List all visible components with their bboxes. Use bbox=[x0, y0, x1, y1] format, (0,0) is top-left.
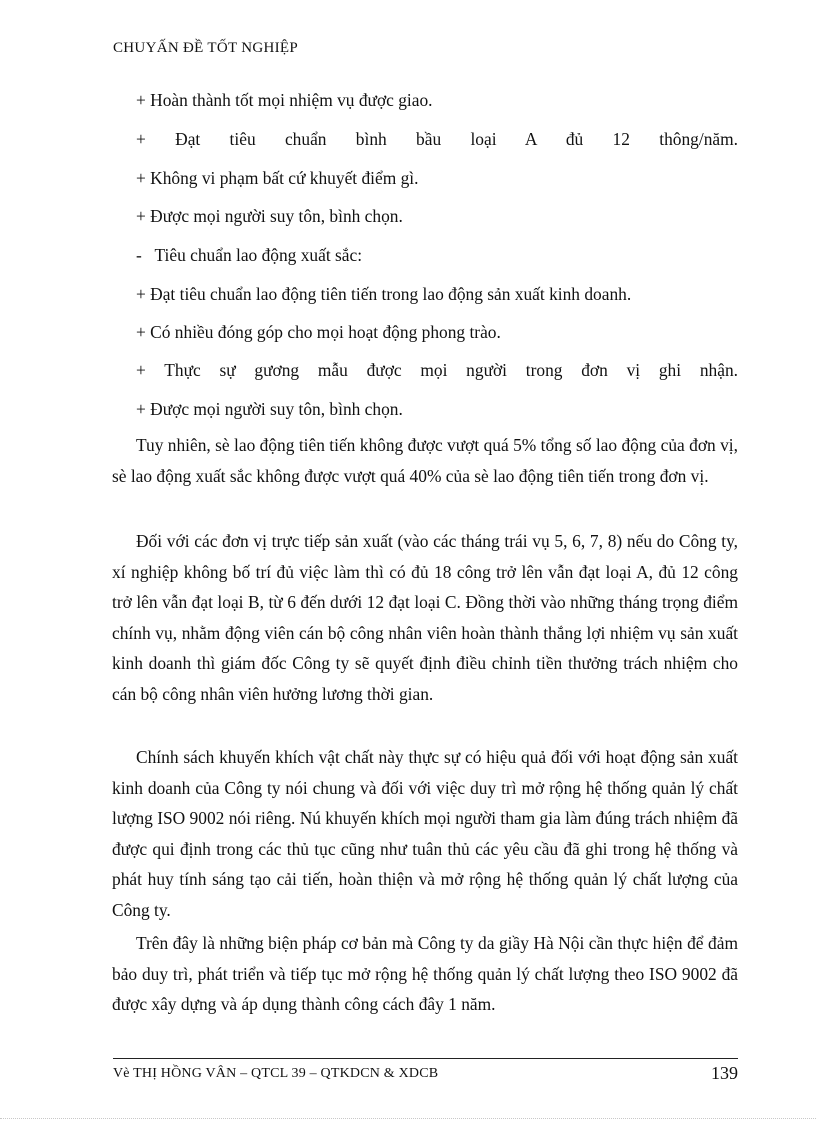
list-item: + Hoàn thành tốt mọi nhiệm vụ được giao. bbox=[136, 90, 433, 110]
paragraph-text: Đối với các đơn vị trực tiếp sản xuất (vào các tháng trái vụ 5, 6, 7, 8) nếu do Công ty, xí nghiệp không bố trí đủ việc làm thì có đủ 18 công trở lên vẫn đạt loại A, đủ 12 công trở lên vẫn đạt loại B, từ 6 đến dưới 12 đạt loại C. Đồng thời vào những tháng trọng điểm chính vụ, nhằm động viên cán bộ công nhân viên hoàn thành thắng lợi nhiệm vụ sản xuất kinh doanh thì giám đốc Công ty sẽ quyết định điều chỉnh tiền thưởng trách nhiệm cho cán bộ công nhân viên hưởng lương thời gian. bbox=[112, 531, 738, 704]
list-item: + Không vi phạm bất cứ khuyết điểm gì. bbox=[136, 168, 419, 188]
paragraph bbox=[112, 526, 738, 709]
paragraph-text: Tuy nhiên, sè lao động tiên tiến không được vượt quá 5% tổng số lao động của đơn vị, sè lao động xuất sắc không được vượt quá 40% của sè lao động tiên tiến trong đơn vị. bbox=[112, 435, 738, 486]
section-heading: - Tiêu chuẩn lao động xuất sắc: bbox=[136, 245, 363, 265]
footer-author: Vè THỊ HỒNG VÂN – QTCL 39 – QTKDCN & XDCB bbox=[113, 1066, 439, 1081]
page-header: CHUYẤN ĐỀ TỐT NGHIỆP bbox=[113, 40, 299, 56]
paragraph bbox=[112, 928, 738, 1020]
paragraph bbox=[112, 430, 738, 491]
list-item: + Đạt tiêu chuẩn bình bầu loại A đủ 12 thông/năm. bbox=[136, 129, 738, 149]
paragraph-text: Chính sách khuyến khích vật chất này thực sự có hiệu quả đối với hoạt động sản xuất kinh doanh của Công ty nói chung và đối với việc duy trì mở rộng hệ thống quản lý chất lượng ISO 9002 nói riêng. Nú khuyến khích mọi người tham gia làm đúng trách nhiệm đã được qui định trong các thủ tục cũng như tuân thủ các yêu cầu đã ghi trong hệ thống và phát huy tính sáng tạo cải tiến, hoàn thiện và mở rộng hệ thống quản lý chất lượng của Công ty. bbox=[112, 747, 739, 920]
list-item: + Được mọi người suy tôn, bình chọn. bbox=[136, 399, 403, 419]
page-bottom-edge bbox=[0, 1118, 816, 1119]
list-item: + Thực sự gương mẫu được mọi người trong đơn vị ghi nhận. bbox=[136, 360, 738, 380]
footer-divider bbox=[113, 1058, 738, 1059]
page-number: 139 bbox=[711, 1063, 738, 1083]
paragraph-text: Trên đây là những biện pháp cơ bản mà Công ty da giầy Hà Nội cần thực hiện để đảm bảo duy trì, phát triển và tiếp tục mở rộng hệ thống quản lý chất lượng theo ISO 9002 đã được xây dựng và áp dụng thành công cách đây 1 năm. bbox=[112, 933, 738, 1014]
paragraph bbox=[112, 742, 738, 925]
list-item: + Có nhiều đóng góp cho mọi hoạt động phong trào. bbox=[136, 322, 501, 342]
list-item: + Được mọi người suy tôn, bình chọn. bbox=[136, 206, 403, 226]
list-item: + Đạt tiêu chuẩn lao động tiên tiến trong lao động sản xuất kinh doanh. bbox=[136, 284, 632, 304]
